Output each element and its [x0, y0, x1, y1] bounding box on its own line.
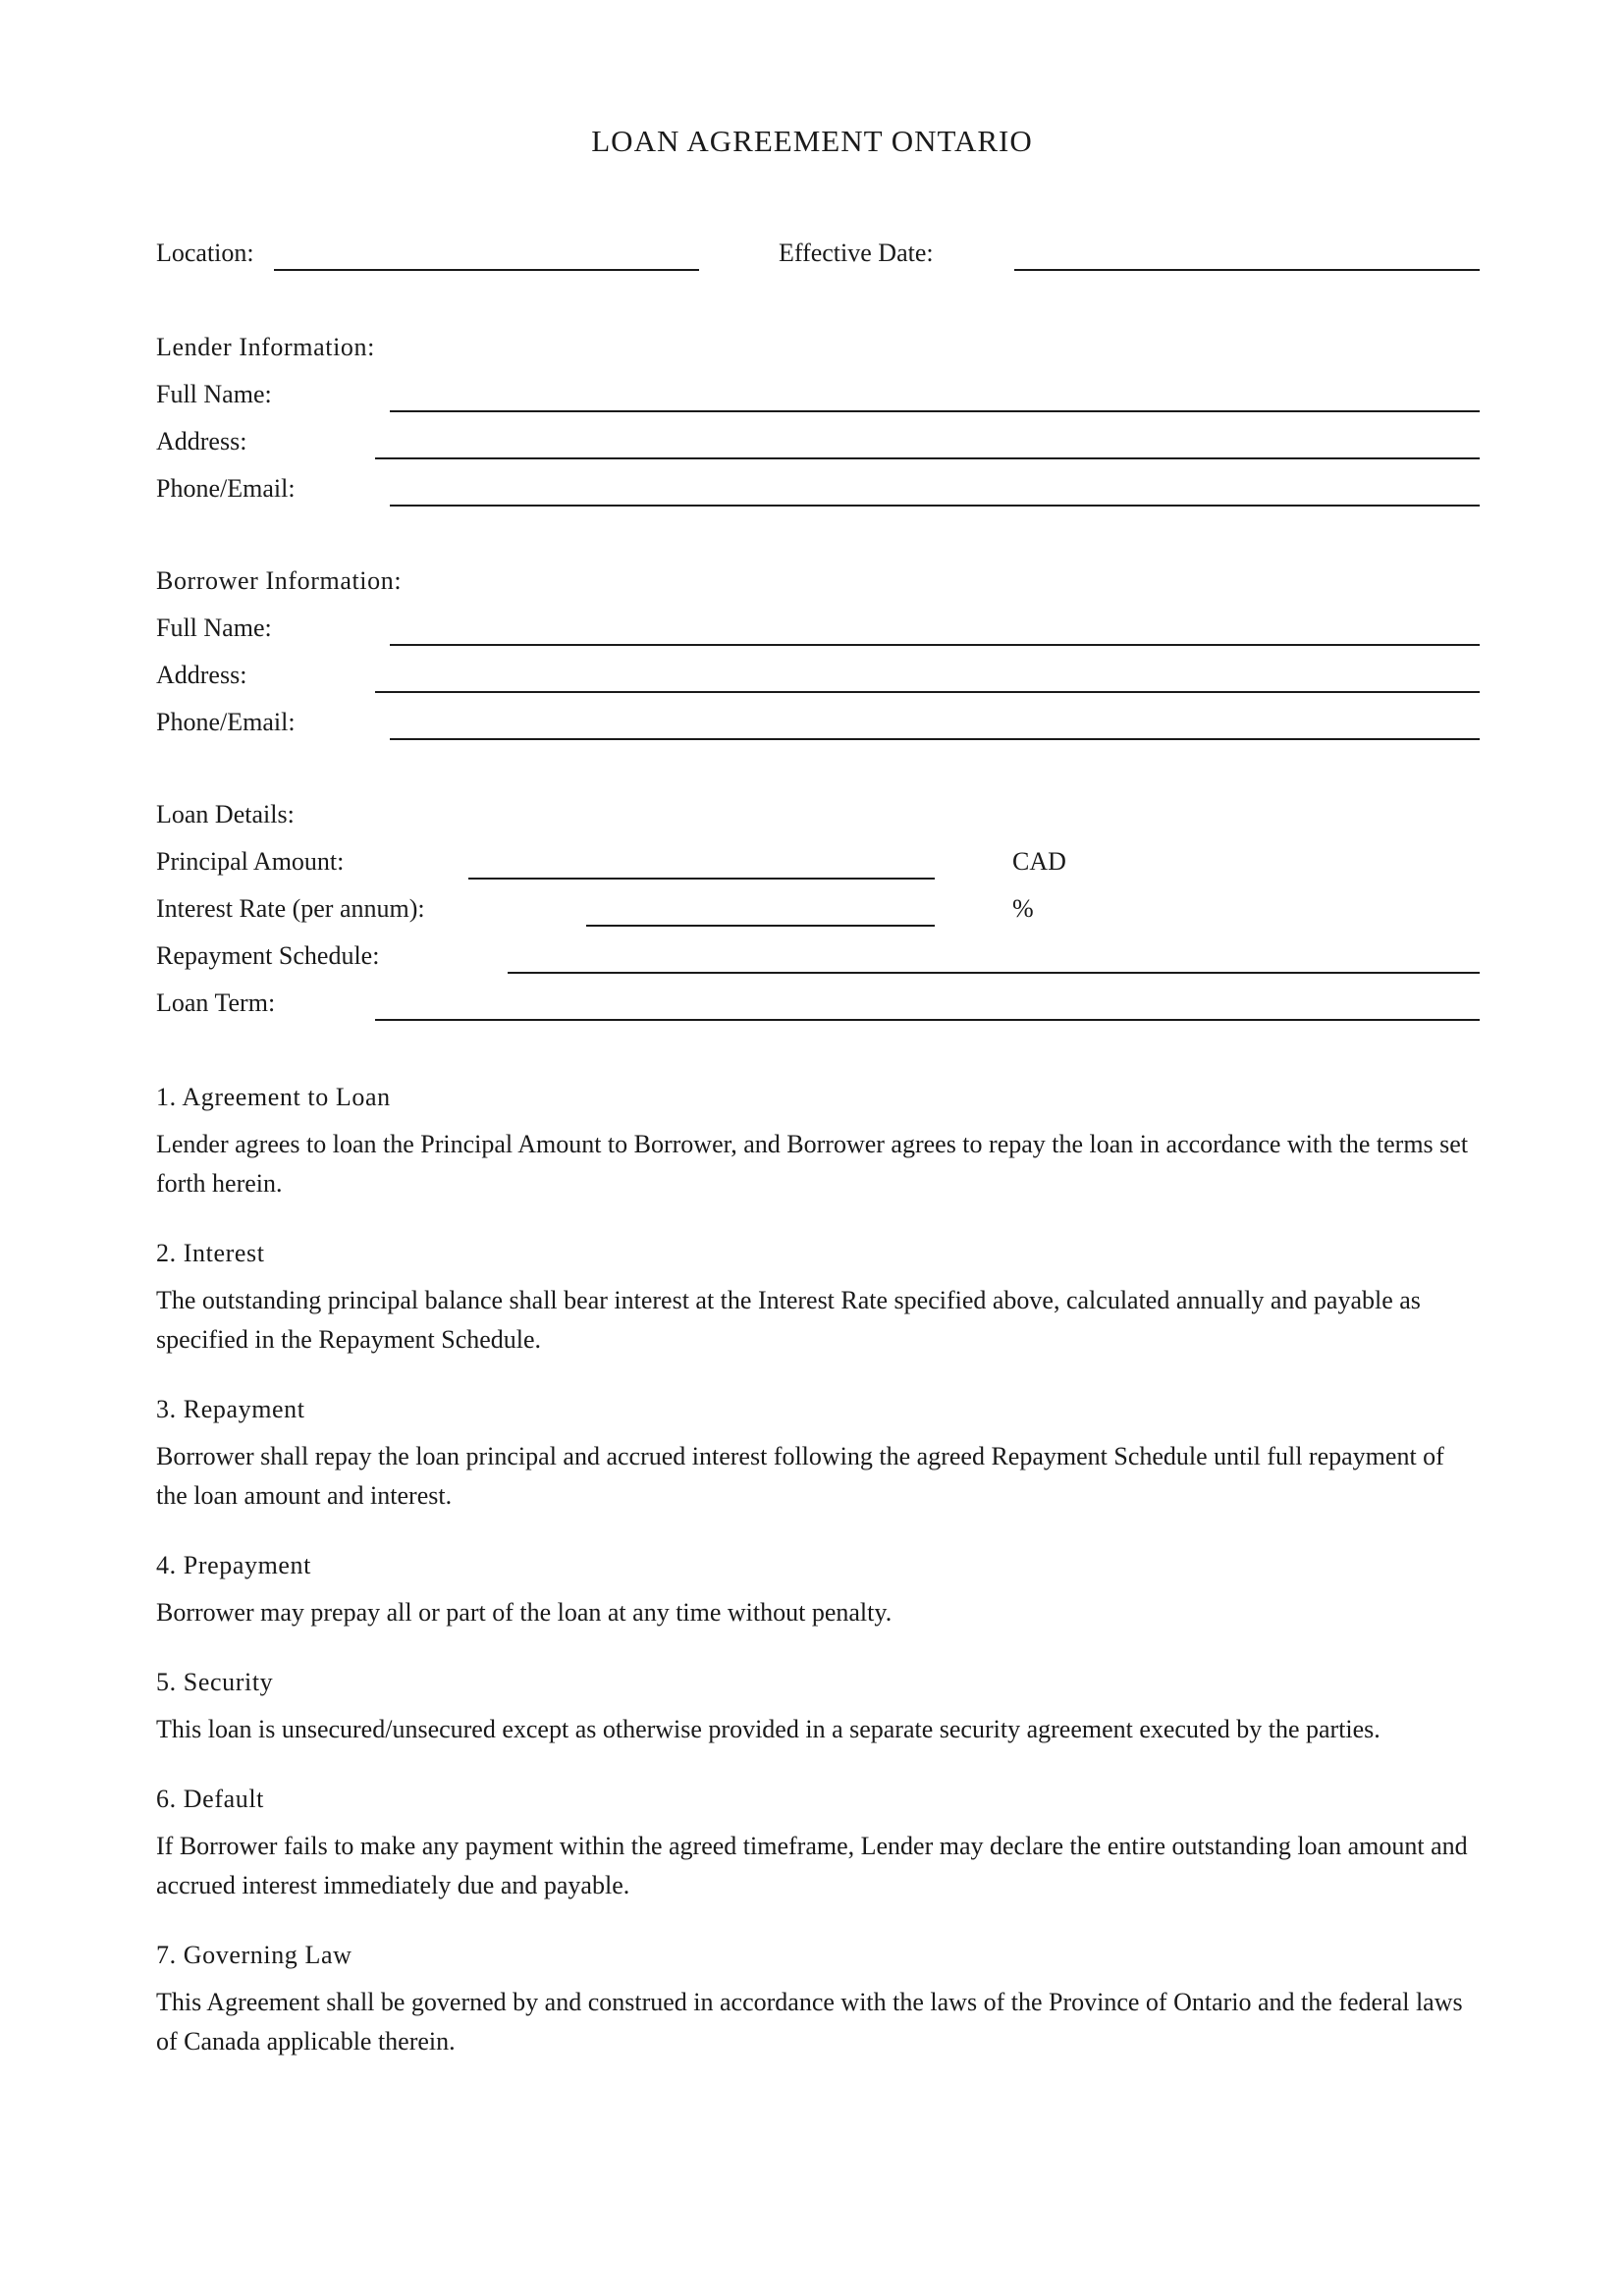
borrower-address-label: Address:	[156, 661, 247, 689]
borrower-full-name-field[interactable]	[390, 644, 1480, 646]
repayment-schedule-label: Repayment Schedule:	[156, 941, 380, 970]
principal-amount-field[interactable]	[468, 878, 935, 880]
borrower-phone-email-field[interactable]	[390, 738, 1480, 740]
section-body-prepayment: Borrower may prepay all or part of the loan at any time without penalty.	[156, 1598, 893, 1627]
section-heading-repayment: 3. Repayment	[156, 1395, 305, 1423]
borrower-full-name-label: Full Name:	[156, 614, 272, 642]
lender-address-label: Address:	[156, 427, 247, 455]
document-title: LOAN AGREEMENT ONTARIO	[591, 124, 1033, 158]
effective-date-field[interactable]	[1014, 269, 1480, 271]
borrower-phone-email-label: Phone/Email:	[156, 708, 296, 736]
section-body-interest: The outstanding principal balance shall bear interest at the Interest Rate specified above, calculated annually and payable as specified in the Repayment Schedule.	[156, 1286, 1421, 1354]
loan-term-field[interactable]	[375, 1019, 1480, 1021]
lender-full-name-label: Full Name:	[156, 380, 272, 408]
section-heading-agreement-to-loan: 1. Agreement to Loan	[156, 1083, 391, 1111]
borrower-info-heading: Borrower Information:	[156, 566, 403, 595]
lender-phone-email-field[interactable]	[390, 505, 1480, 507]
location-label: Location:	[156, 239, 254, 267]
section-heading-interest: 2. Interest	[156, 1239, 265, 1267]
section-body-security: This loan is unsecured/unsecured except as otherwise provided in a separate security agreement executed by the parties.	[156, 1715, 1380, 1743]
principal-amount-label: Principal Amount:	[156, 847, 345, 876]
repayment-schedule-field[interactable]	[508, 972, 1480, 974]
section-body-default: If Borrower fails to make any payment within the agreed timeframe, Lender may declare the entire outstanding loan amount and accrued interest immediately due and payable.	[156, 1832, 1468, 1899]
section-body-repayment: Borrower shall repay the loan principal and accrued interest following the agreed Repayment Schedule until full repayment of the loan amount and interest.	[156, 1442, 1444, 1510]
interest-percent-unit: %	[1012, 894, 1034, 923]
section-heading-governing-law: 7. Governing Law	[156, 1941, 352, 1969]
section-body-agreement-to-loan: Lender agrees to loan the Principal Amount to Borrower, and Borrower agrees to repay the loan in accordance with the terms set forth herein.	[156, 1130, 1469, 1198]
section-heading-default: 6. Default	[156, 1785, 264, 1813]
interest-rate-label: Interest Rate (per annum):	[156, 894, 425, 923]
lender-phone-email-label: Phone/Email:	[156, 474, 296, 503]
lender-address-field[interactable]	[375, 457, 1480, 459]
lender-full-name-field[interactable]	[390, 410, 1480, 412]
lender-info-heading: Lender Information:	[156, 333, 375, 361]
effective-date-label: Effective Date:	[779, 239, 934, 267]
section-heading-security: 5. Security	[156, 1668, 274, 1696]
loan-term-label: Loan Term:	[156, 988, 276, 1017]
interest-rate-field[interactable]	[586, 925, 935, 927]
section-body-governing-law: This Agreement shall be governed by and construed in accordance with the laws of the Province of Ontario and the federal laws of Canada applicable therein.	[156, 1988, 1463, 2056]
loan-details-heading: Loan Details:	[156, 800, 295, 828]
location-field[interactable]	[274, 269, 699, 271]
section-heading-prepayment: 4. Prepayment	[156, 1551, 311, 1579]
principal-currency-unit: CAD	[1012, 847, 1066, 876]
borrower-address-field[interactable]	[375, 691, 1480, 693]
